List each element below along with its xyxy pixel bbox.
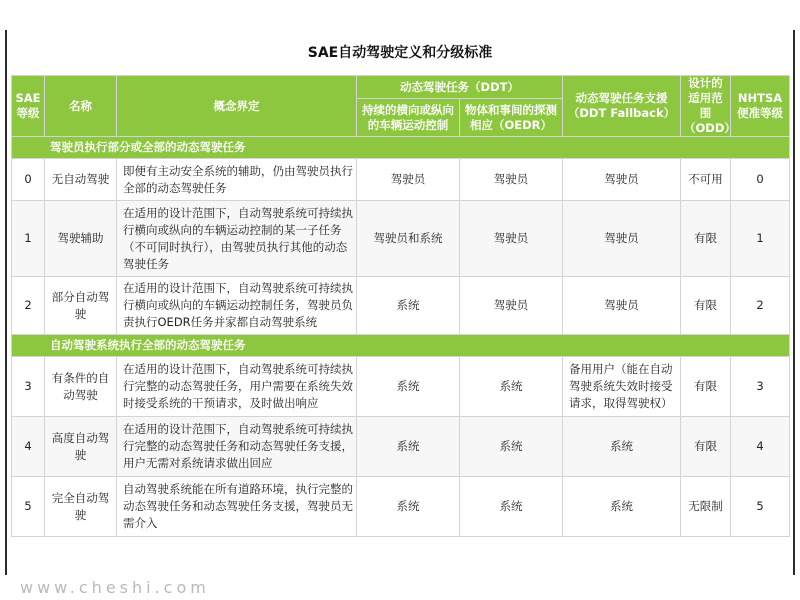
cell-nhtsa: 5 (731, 477, 790, 537)
cell-lateral: 驾驶员 (357, 159, 460, 201)
page-title: SAE自动驾驶定义和分级标准 (307, 45, 493, 61)
cell-fallback: 驾驶员 (563, 201, 681, 277)
cell-definition: 自动驾驶系统能在所有道路环境，执行完整的动态驾驶任务和动态驾驶任务支援，驾驶员无需介入 (117, 477, 357, 537)
cell-oedr: 系统 (460, 357, 563, 417)
cell-oedr: 驾驶员 (460, 159, 563, 201)
cell-fallback: 系统 (563, 477, 681, 537)
cell-nhtsa: 2 (731, 277, 790, 335)
cell-level: 5 (12, 477, 45, 537)
cell-oedr: 系统 (460, 477, 563, 537)
cell-definition: 即便有主动安全系统的辅助，仍由驾驶员执行全部的动态驾驶任务 (117, 159, 357, 201)
header-name: 名称 (45, 76, 117, 137)
cell-name: 有条件的自动驾驶 (45, 357, 117, 417)
watermark: www.cheshi.com (20, 578, 210, 597)
cell-definition: 在适用的设计范围下，自动驾驶系统可持续执行横向或纵向的车辆运动控制的某一子任务（不可同时执行），由驾驶员执行其他的动态驾驶任务 (117, 201, 357, 277)
cell-level: 3 (12, 357, 45, 417)
header-fallback: 动态驾驶任务支援（DDT Fallback） (563, 76, 681, 137)
cell-oedr: 系统 (460, 417, 563, 477)
cell-definition: 在适用的设计范围下，自动驾驶系统可持续执行横向或纵向的车辆运动控制任务，驾驶员负责执行OEDR任务并家都自动驾驶系统 (117, 277, 357, 335)
cell-name: 部分自动驾驶 (45, 277, 117, 335)
cell-definition: 在适用的设计范围下，自动驾驶系统可持续执行完整的动态驾驶任务，用户需要在系统失效时接受系统的干预请求，及时做出响应 (117, 357, 357, 417)
cell-lateral: 驾驶员和系统 (357, 201, 460, 277)
sae-level-table (11, 75, 790, 537)
header-ddt: 动态驾驶任务（DDT） (357, 76, 563, 99)
cell-level: 0 (12, 159, 45, 201)
cell-name: 完全自动驾驶 (45, 477, 117, 537)
header-oedr: 物体和事间的探测相应（OEDR） (460, 99, 563, 137)
table-row (12, 357, 790, 417)
cell-nhtsa: 3 (731, 357, 790, 417)
cell-definition: 在适用的设计范围下，自动驾驶系统可持续执行完整的动态驾驶任务和动态驾驶任务支援，用户无需对系统请求做出回应 (117, 417, 357, 477)
header-definition: 概念界定 (117, 76, 357, 137)
cell-fallback: 驾驶员 (563, 159, 681, 201)
cell-nhtsa: 4 (731, 417, 790, 477)
cell-name: 高度自动驾驶 (45, 417, 117, 477)
header-nhtsa: NHTSA便准等级 (731, 76, 790, 137)
table-row (12, 277, 790, 335)
cell-odd: 无限制 (681, 477, 731, 537)
cell-fallback: 备用用户（能在自动驾驶系统失效时接受请求，取得驾驶权） (563, 357, 681, 417)
cell-odd: 有限 (681, 417, 731, 477)
table-row (12, 417, 790, 477)
cell-level: 4 (12, 417, 45, 477)
cell-fallback: 驾驶员 (563, 277, 681, 335)
cell-fallback: 系统 (563, 417, 681, 477)
table-row (12, 201, 790, 277)
cell-oedr: 驾驶员 (460, 277, 563, 335)
cell-level: 1 (12, 201, 45, 277)
cell-name: 驾驶辅助 (45, 201, 117, 277)
cell-lateral: 系统 (357, 357, 460, 417)
cell-lateral: 系统 (357, 277, 460, 335)
cell-odd: 不可用 (681, 159, 731, 201)
cell-odd: 有限 (681, 277, 731, 335)
cell-odd: 有限 (681, 357, 731, 417)
header-level: SAE 等级 (12, 76, 45, 137)
header-lateral: 持续的横向或纵向的车辆运动控制 (357, 99, 460, 137)
cell-lateral: 系统 (357, 477, 460, 537)
cell-lateral: 系统 (357, 417, 460, 477)
cell-odd: 有限 (681, 201, 731, 277)
section-label: 自动驾驶系统执行全部的动态驾驶任务 (12, 335, 790, 357)
cell-level: 2 (12, 277, 45, 335)
table-row (12, 159, 790, 201)
cell-nhtsa: 0 (731, 159, 790, 201)
cell-oedr: 驾驶员 (460, 201, 563, 277)
table-row (12, 477, 790, 537)
header-odd: 设计的适用范围（ODD） (681, 76, 731, 137)
cell-nhtsa: 1 (731, 201, 790, 277)
section-label: 驾驶员执行部分或全部的动态驾驶任务 (12, 137, 790, 159)
cell-name: 无自动驾驶 (45, 159, 117, 201)
